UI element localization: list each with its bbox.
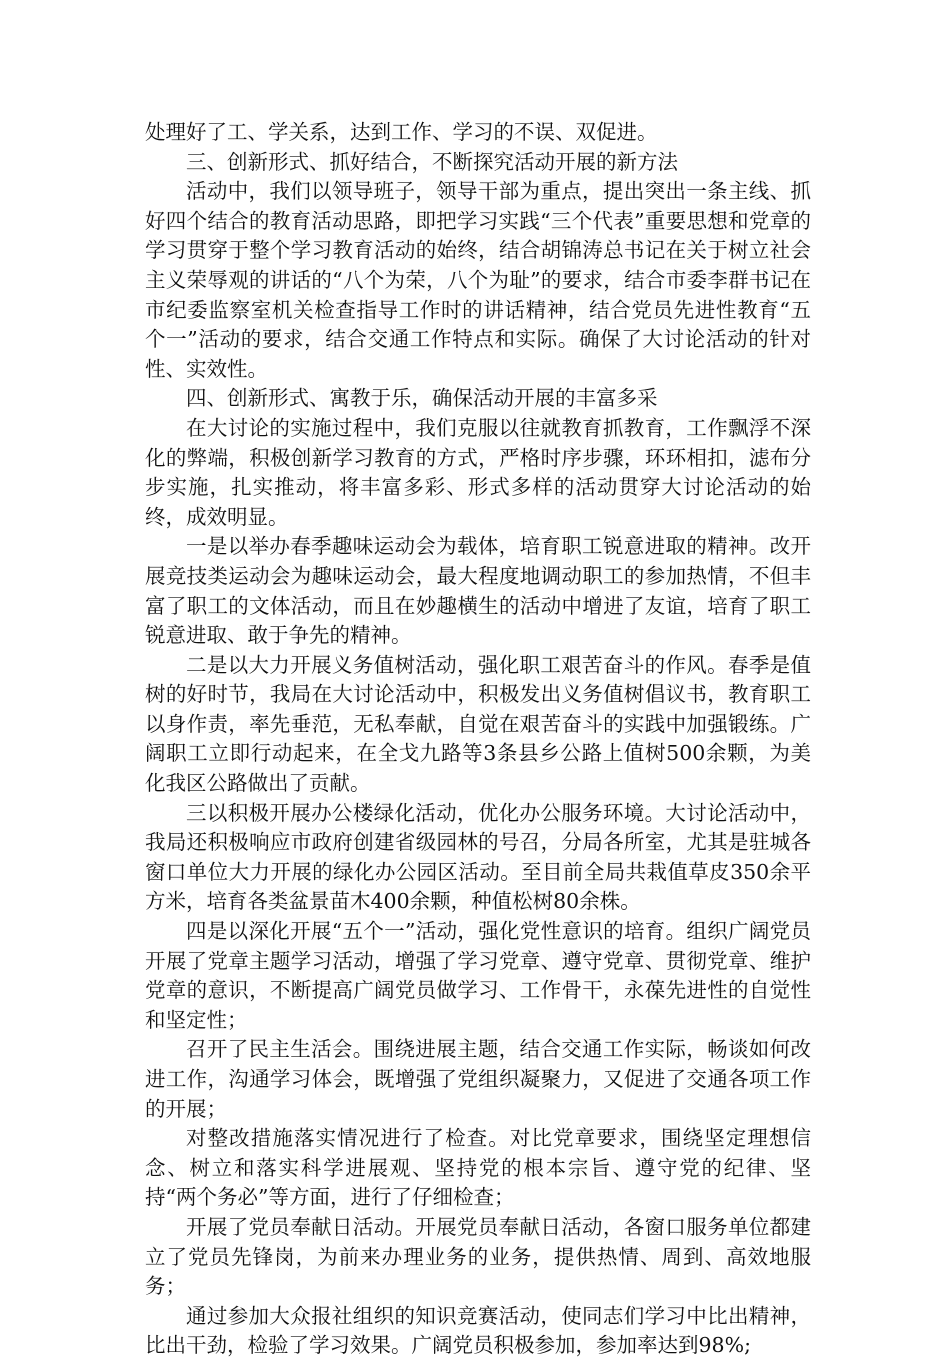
paragraph: 三以积极开展办公楼绿化活动，优化办公服务环境。大讨论活动中，我局还积极响应市政府创建省级园林的号召，分局各所室，尤其是驻城各窗口单位大力开展的绿化办公园区活动。至目前全局共栽值草皮350余平方米，培育各类盆景苗木400余颗，种值松树80余株。: [145, 800, 811, 914]
document-body: [145, 118, 811, 1361]
paragraph: 召开了民主生活会。围绕进展主题，结合交通工作实际，畅谈如何改进工作，沟通学习体会，既增强了党组织凝聚力，又促进了交通各项工作的开展；: [145, 1037, 811, 1121]
paragraph: 一是以举办春季趣味运动会为载体，培育职工锐意进取的精神。改开展竞技类运动会为趣味运动会，最大程度地调动职工的参加热情，不但丰富了职工的文体活动，而且在妙趣横生的活动中增进了友谊，培育了职工锐意进取、敢于争先的精神。: [145, 534, 811, 648]
paragraph: 活动中，我们以领导班子，领导干部为重点，提出突出一条主线、抓好四个结合的教育活动思路，即把学习实践“三个代表”重要思想和党章的学习贯穿于整个学习教育活动的始终，结合胡锦涛总书记在关于树立社会主义荣辱观的讲话的“八个为荣，八个为耻”的要求，结合市委李群书记在市纪委监察室机关检查指导工作时的讲话精神，结合党员先进性教育“五个一”活动的要求，结合交通工作特点和实际。确保了大讨论活动的针对性、实效性。: [145, 179, 811, 381]
paragraph: 二是以大力开展义务值树活动，强化职工艰苦奋斗的作风。春季是值树的好时节，我局在大讨论活动中，积极发出义务值树倡议书，教育职工以身作责，率先垂范，无私奉献，自觉在艰苦奋斗的实践中加强锻练。广阔职工立即行动起来，在全戈九路等3条县乡公路上值树500余颗，为美化我区公路做出了贡献。: [145, 652, 811, 796]
paragraph: 四是以深化开展“五个一”活动，强化党性意识的培育。组织广阔党员开展了党章主题学习活动，增强了学习党章、遵守党章、贯彻党章、维护党章的意识，不断提高广阔党员做学习、工作骨干，永葆先进性的自觉性和坚定性；: [145, 919, 811, 1032]
paragraph: 开展了党员奉献日活动。开展党员奉献日活动，各窗口服务单位都建立了党员先锋岗，为前来办理业务的业务，提供热情、周到、高效地服务；: [145, 1214, 811, 1299]
paragraph: 在大讨论的实施过程中，我们克服以往就教育抓教育，工作飘浮不深化的弊端，积极创新学习教育的方式，严格时序步骤，环环相扣，滤布分步实施，扎实推动，将丰富多彩、形式多样的活动贯穿大讨论活动的始终，成效明显。: [145, 415, 811, 529]
paragraph: 处理好了工、学关系，达到工作、学习的不误、双促进。: [145, 120, 658, 144]
paragraph: 对整改措施落实情况进行了检查。对比党章要求，围绕坚定理想信念、树立和落实科学进展观、坚持党的根本宗旨、遵守党的纪律、坚持“两个务必”等方面，进行了仔细检查；: [145, 1126, 811, 1210]
section-heading: 四、创新形式、寓教于乐，确保活动开展的丰富多采: [186, 386, 658, 411]
paragraph: 通过参加大众报社组织的知识竞赛活动，使同志们学习中比出精神，比出干劲，检验了学习效果。广阔党员积极参加，参加率达到98%;: [145, 1303, 811, 1358]
section-heading: 三、创新形式、抓好结合，不断探究活动开展的新方法: [186, 149, 678, 174]
